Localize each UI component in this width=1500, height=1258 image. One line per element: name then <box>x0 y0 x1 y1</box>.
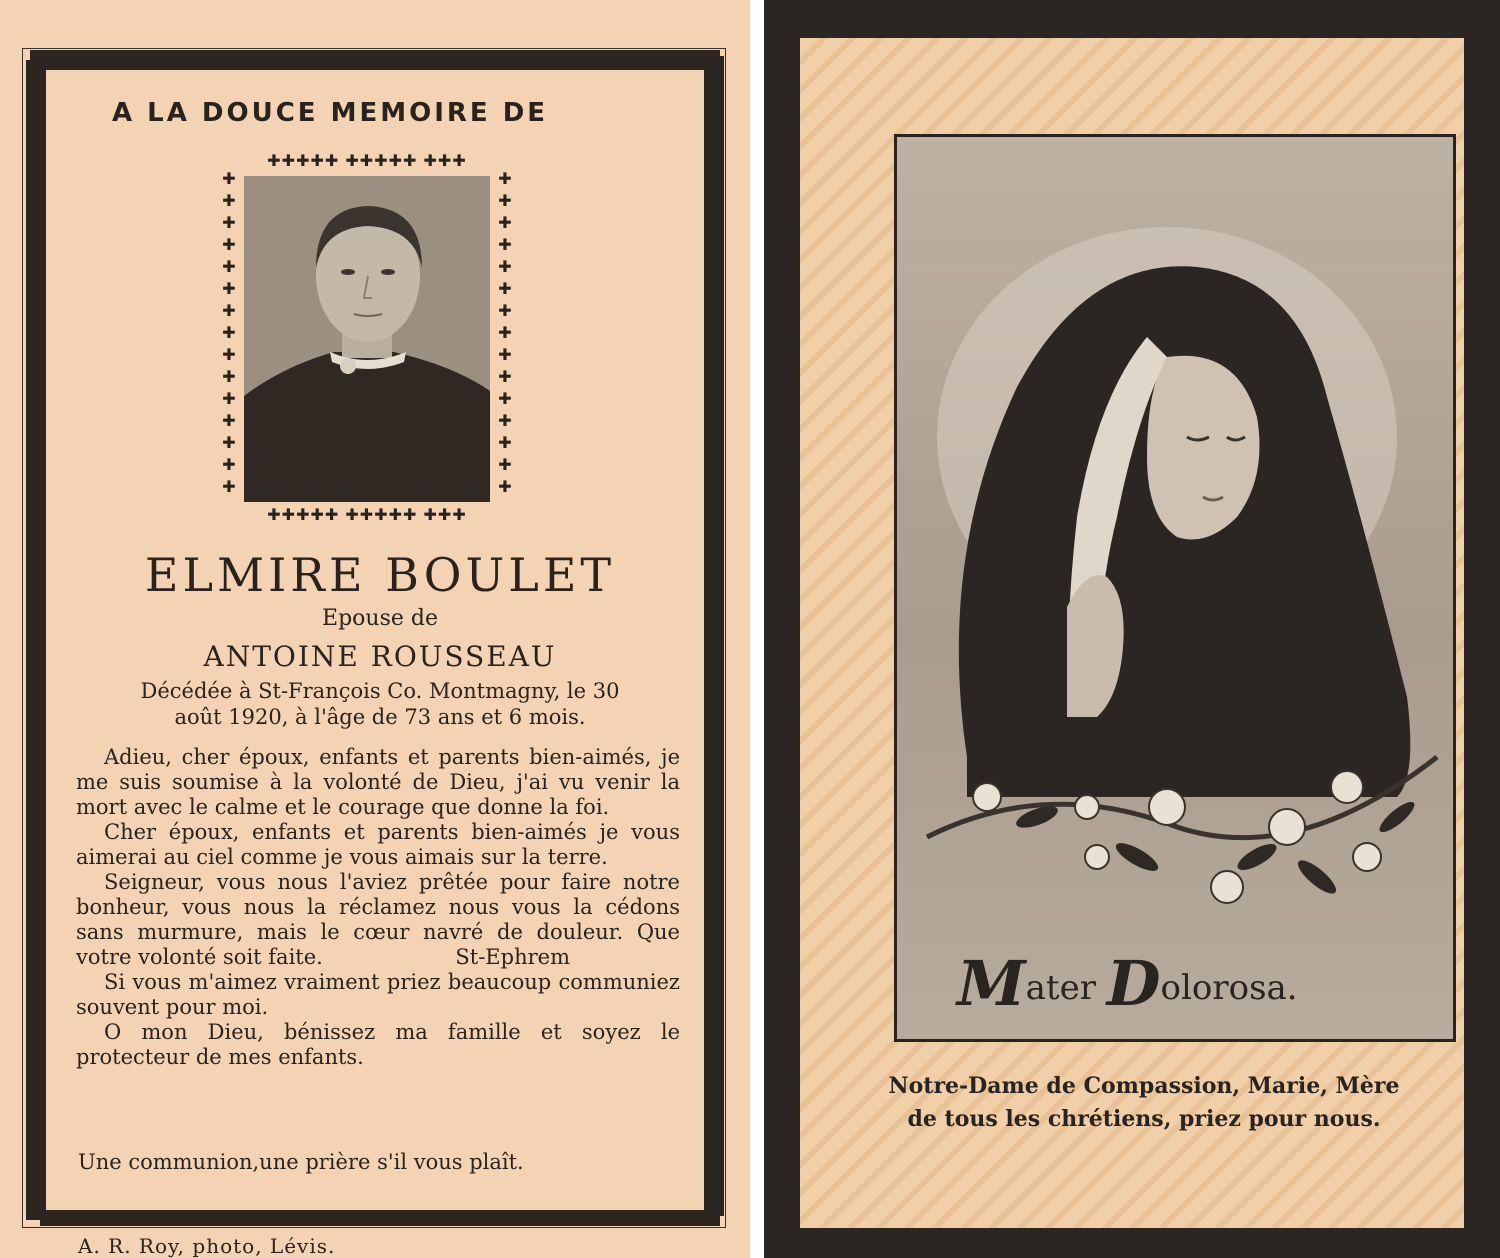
caption-word: olorosa. <box>1160 968 1298 1008</box>
farewell-text <box>76 745 680 1070</box>
farewell-paragraph: Si vous m'aimez vraiment priez beaucoup communiez souvent pour moi. <box>76 970 680 1019</box>
cross-border-bottom: ✚✚✚✚✚ ✚✚✚✚✚ ✚✚✚ <box>267 508 467 522</box>
portrait-photo <box>244 176 490 502</box>
image-caption <box>957 947 1397 1020</box>
farewell-paragraph: Seigneur, vous nous l'aviez prêtée pour faire notre bonheur, vous nous la réclamez nous vous la cédons sans murmure, mais le cœur navré de douleur. Que votre volonté soit faite. <box>76 870 680 969</box>
deceased-name: ELMIRE BOULET <box>144 548 616 602</box>
cross-border-left: ✚ ✚ ✚ ✚ ✚ ✚ ✚ ✚ ✚ ✚ ✚ ✚ ✚ ✚ ✚ <box>222 169 236 496</box>
caption-initial: M <box>957 947 1026 1020</box>
signature-place: St-Ephrem <box>455 945 570 969</box>
closing-request: Une communion,une prière s'il vous plaît. <box>78 1150 524 1174</box>
photographer-credit: A. R. Roy, photo, Lévis. <box>78 1234 336 1258</box>
farewell-paragraph: Cher époux, enfants et parents bien-aimés je vous aimerai au ciel comme je vous aimais sur la terre. <box>76 820 680 869</box>
spouse-label: Epouse de <box>322 606 438 631</box>
cross-border-right: ✚ ✚ ✚ ✚ ✚ ✚ ✚ ✚ ✚ ✚ ✚ ✚ ✚ ✚ ✚ <box>498 169 512 496</box>
death-line-1: Décédée à St-François Co. Montmagny, le 30 <box>140 679 620 703</box>
portrait-frame <box>222 154 512 522</box>
dedication-heading: A LA DOUCE MEMOIRE DE <box>112 98 549 128</box>
bottom-mourning-bar <box>40 1210 720 1226</box>
caption-word: ater <box>1025 968 1107 1008</box>
mater-dolorosa-image <box>894 134 1456 1042</box>
death-line-2: août 1920, à l'âge de 73 ans et 6 mois. <box>174 705 586 729</box>
prayer-line-1: Notre-Dame de Compassion, Marie, Mère <box>888 1073 1400 1099</box>
left-mourning-bar <box>26 60 46 1220</box>
farewell-paragraph: Adieu, cher époux, enfants et parents bien-aimés, je me suis soumise à la volonté de Dieu, j'ai vu venir la mort avec le calme et le courage que donne la foi. <box>76 745 680 819</box>
spouse-name: ANTOINE ROUSSEAU <box>203 640 557 673</box>
death-details <box>70 678 690 730</box>
memorial-card-back <box>764 0 1500 1258</box>
cross-border-top: ✚✚✚✚✚ ✚✚✚✚✚ ✚✚✚ <box>267 154 467 168</box>
prayer-text <box>824 1070 1464 1136</box>
caption-initial: D <box>1106 947 1161 1020</box>
right-mourning-bar <box>704 56 724 1216</box>
prayer-line-2: de tous les chrétiens, priez pour nous. <box>907 1106 1381 1132</box>
card-inner-panel <box>800 38 1464 1228</box>
top-mourning-bar <box>30 50 720 70</box>
farewell-paragraph: O mon Dieu, bénissez ma famille et soyez le protecteur de mes enfants. <box>76 1020 680 1069</box>
